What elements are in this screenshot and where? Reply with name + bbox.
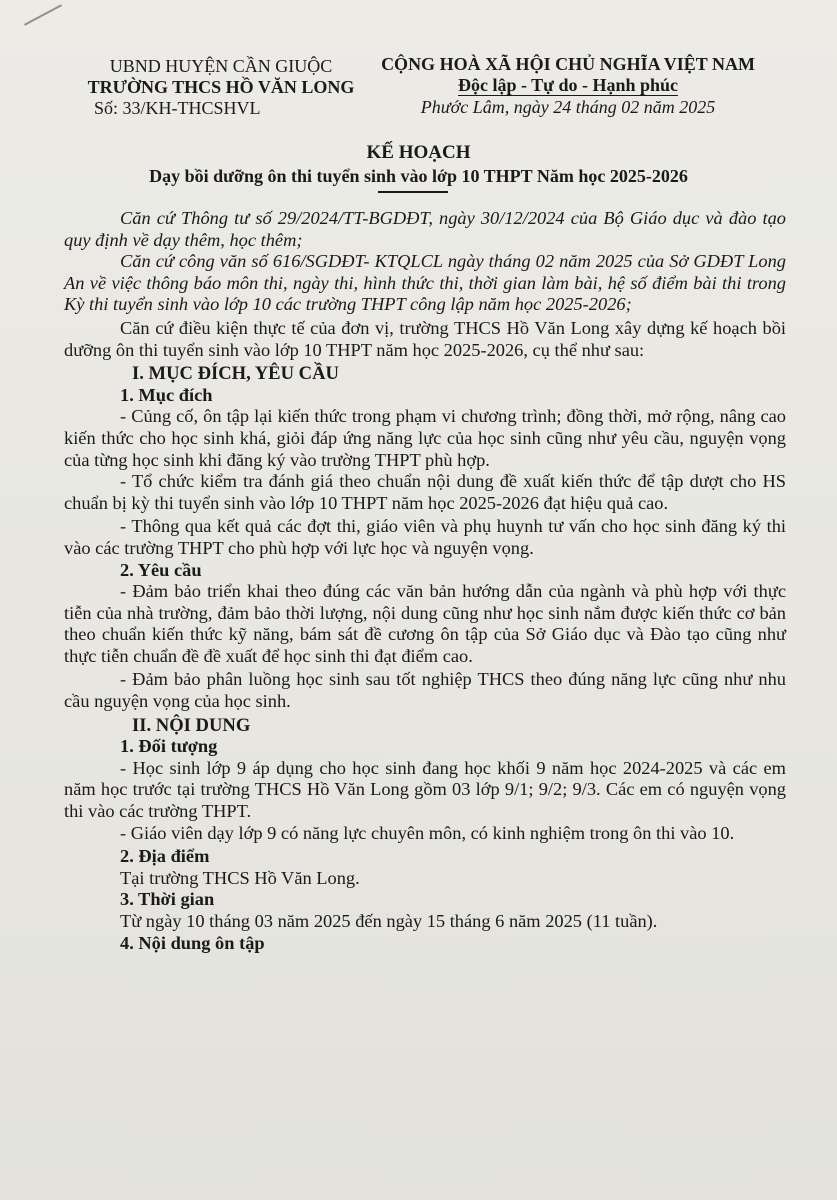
subsection-heading-requirements: 2. Yêu cầu [120, 559, 202, 580]
requirement-item-2: - Đảm bảo phân luồng học sinh sau tốt nghiệp THCS theo đúng năng lực cũng như nhu cầu nguyện vọng của học sinh. [64, 669, 786, 712]
national-motto: Độc lập - Tự do - Hạnh phúc [457, 75, 679, 95]
audience-item-2: - Giáo viên dạy lớp 9 có năng lực chuyên môn, có kinh nghiệm trong ôn thi vào 10. [120, 822, 735, 843]
document-number: Số: 33/KH-THCSHVL [94, 98, 261, 118]
goal-item-1: - Củng cố, ôn tập lại kiến thức trong phạm vi chương trình; đồng thời, mở rộng, nâng cao kiến thức cho học sinh khá, giỏi đáp ứng năng lực của học sinh cũng như yêu cầu, nguyện vọng của từng học sinh khi đăng ký vào trường THPT phù hợp. [64, 406, 786, 470]
issuing-authority-block [86, 56, 356, 119]
document-subtitle: Dạy bồi dưỡng ôn thi tuyển sinh vào lớp 10 THPT Năm học 2025-2026 [149, 166, 688, 186]
goal-item-2: - Tổ chức kiểm tra đánh giá theo chuẩn nội dung đề xuất kiến thức để tập dượt cho HS chuẩn bị kỳ thi tuyển sinh vào lớp 10 THPT năm học 2025-2026 đạt hiệu quả cao. [64, 471, 786, 513]
basis-paragraph-1: Căn cứ Thông tư số 29/2024/TT-BGDĐT, ngày 30/12/2024 của Bộ Giáo dục và đào tạo quy định về dạy thêm, học thêm; [64, 208, 786, 250]
subsection-heading-goal: 1. Mục đích [120, 384, 213, 405]
national-title: CỘNG HOÀ XÃ HỘI CHỦ NGHĨA VIỆT NAM [381, 54, 755, 74]
section-heading-purpose: I. MỤC ĐÍCH, YÊU CẦU [132, 363, 339, 385]
subsection-heading-audience: 1. Đối tượng [120, 736, 218, 757]
authority-name: UBND HUYỆN CẦN GIUỘC [109, 56, 333, 76]
document-date: Phước Lâm, ngày 24 tháng 02 năm 2025 [420, 97, 716, 117]
national-heading-block [368, 54, 768, 118]
time-text: Từ ngày 10 tháng 03 năm 2025 đến ngày 15 tháng 6 năm 2025 (11 tuần). [120, 911, 658, 931]
subtitle-underline [378, 191, 448, 193]
subsection-heading-time: 3. Thời gian [120, 889, 215, 910]
document-title: KẾ HOẠCH [366, 142, 471, 163]
intro-paragraph: Căn cứ điều kiện thực tế của đơn vị, trường THCS Hồ Văn Long xây dựng kế hoạch bồi dưỡng ôn thi tuyển sinh vào lớp 10 THPT năm học 2025-2026, cụ thể như sau: [64, 317, 786, 360]
section-heading-content: II. NỘI DUNG [132, 714, 251, 736]
audience-item-1: - Học sinh lớp 9 áp dụng cho học sinh đang học khối 9 năm học 2024-2025 và các em năm học trước tại trường THCS Hồ Văn Long gồm 03 lớp 9/1; 9/2; 9/3. Các em có nguyện vọng thi vào các trường THPT. [64, 757, 786, 822]
subsection-heading-review-content: 4. Nội dung ôn tập [120, 932, 265, 953]
school-name: TRƯỜNG THCS HỒ VĂN LONG [87, 77, 355, 97]
subsection-heading-location: 2. Địa điểm [120, 846, 210, 867]
pencil-mark [24, 4, 62, 25]
requirement-item-1: - Đảm bảo triển khai theo đúng các văn bản hướng dẫn của ngành và phù hợp với thực tiễn của nhà trường, đảm bảo thời lượng, nội dung cũng như học sinh nắm được kiến thức cơ bản theo chuẩn kiến thức kỹ năng, bám sát đề cương ôn tập của Sở Giáo dục và Đào tạo cũng như thực tiễn chuẩn đề đề xuất để học sinh thi đạt điểm cao. [64, 581, 786, 666]
basis-paragraph-2: Căn cứ công văn số 616/SGDĐT- KTQLCL ngày tháng 02 năm 2025 của Sở GDĐT Long An về việc thông báo môn thi, ngày thi, hình thức thi, thời gian làm bài, hệ số điểm bài thi trong Kỳ thi tuyển sinh vào lớp 10 các trường THPT công lập năm học 2025-2026; [64, 251, 786, 315]
document-body [64, 208, 786, 954]
goal-item-3: - Thông qua kết quả các đợt thi, giáo viên và phụ huynh tư vấn cho học sinh đăng ký thi vào các trường THPT cho phù hợp với lực học và nguyện vọng. [64, 516, 786, 558]
location-text: Tại trường THCS Hồ Văn Long. [120, 867, 360, 888]
